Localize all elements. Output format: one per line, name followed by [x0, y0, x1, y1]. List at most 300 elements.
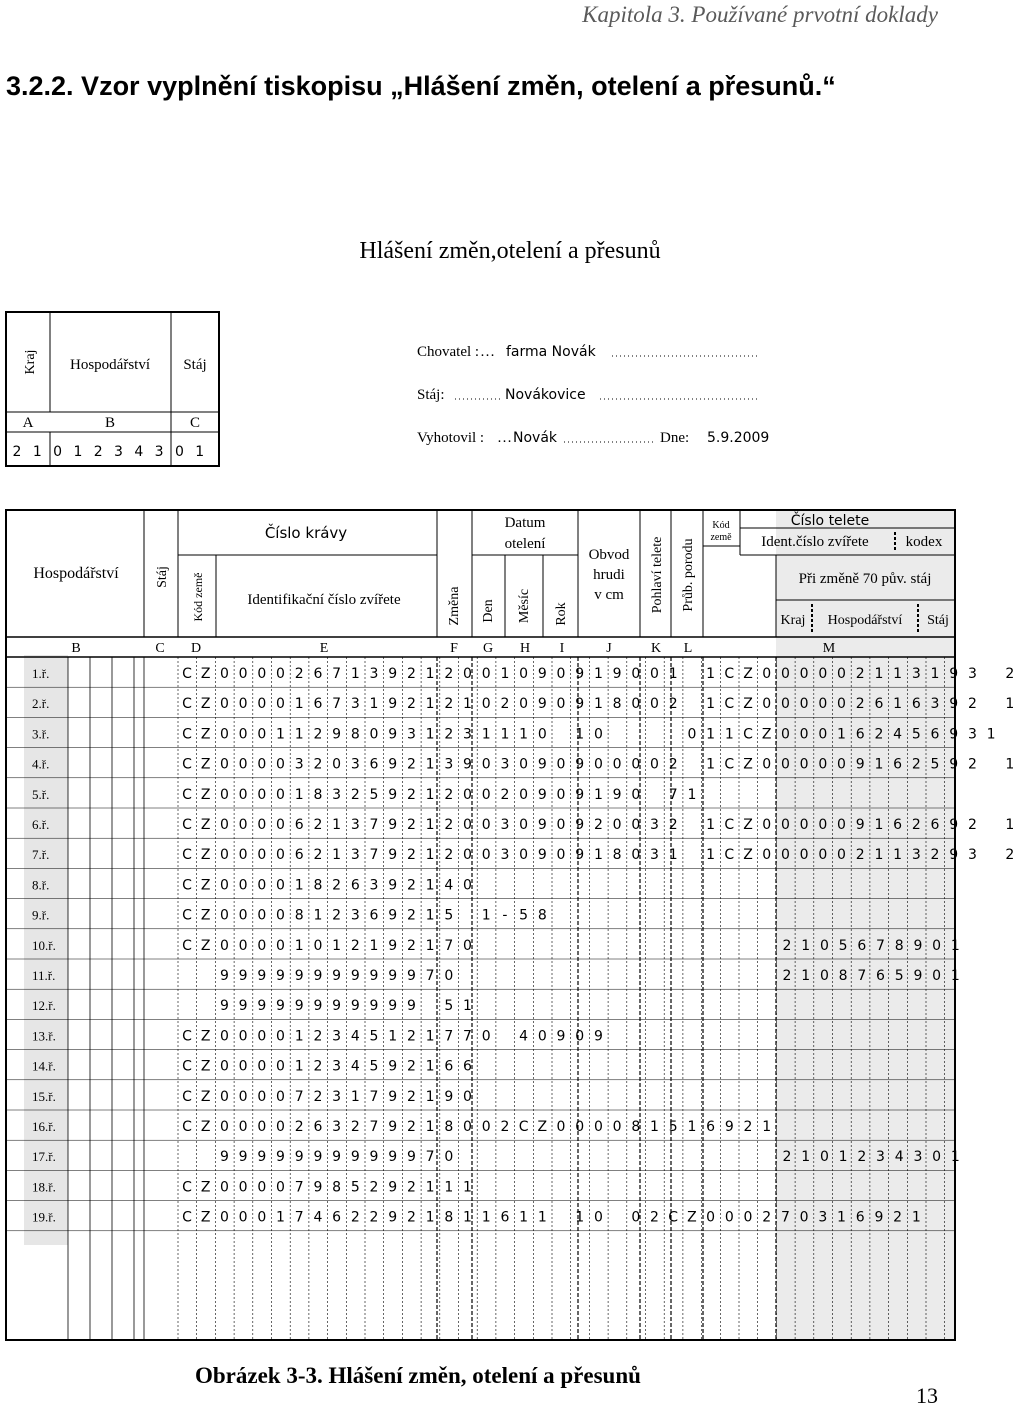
- table-row: [32, 1179, 472, 1195]
- cell-char: Z: [537, 1119, 548, 1135]
- cell-char: 5: [668, 1119, 678, 1135]
- cell-char: 9: [537, 817, 547, 833]
- cell-char: 6: [874, 696, 884, 713]
- cell-char: 0: [819, 1149, 829, 1166]
- cell-char: 9: [949, 756, 959, 773]
- cell-char: 0: [276, 907, 285, 924]
- cell-char: 0: [650, 666, 659, 682]
- cell-char: 1: [463, 1209, 472, 1226]
- cell-char: 0: [276, 1088, 285, 1105]
- cell-char: 3: [967, 666, 977, 682]
- cell-char: 5: [911, 726, 921, 743]
- hdr-staj: Stáj: [155, 566, 170, 588]
- cell-char: 3: [650, 817, 659, 833]
- top-box-digits: [13, 444, 205, 460]
- cell-char: 9: [575, 756, 585, 773]
- hdr-kod-zeme-2b: země: [710, 532, 732, 543]
- cell-char: 2: [857, 1149, 867, 1166]
- cell-char: 0: [799, 726, 809, 743]
- cell-char: Z: [200, 1058, 211, 1075]
- cell-char: 3: [369, 666, 379, 682]
- cell-char: 0: [612, 756, 622, 773]
- cell-char: 6: [855, 726, 865, 743]
- cell-char: 5: [350, 1179, 360, 1196]
- cell-char: 2: [593, 817, 603, 833]
- cell-char: 1: [425, 817, 435, 833]
- cell-char: 9: [855, 756, 865, 773]
- cell-char: 0: [818, 696, 828, 713]
- cell-char: 0: [463, 666, 472, 682]
- cell-char: 0: [276, 756, 285, 773]
- cell-char: C: [182, 907, 192, 924]
- cell-char: 1: [276, 1209, 285, 1226]
- cell-char: 0: [219, 817, 229, 833]
- cell-char: 0: [799, 847, 809, 864]
- top-digit: 1: [73, 444, 83, 460]
- cell-char: 1: [425, 937, 435, 954]
- row-label: 15.ř.: [32, 1088, 56, 1104]
- hdr-datum-2: otelení: [504, 536, 546, 552]
- cell-char: 9: [575, 666, 585, 682]
- cell-char: 5: [369, 786, 379, 803]
- cell-char: 9: [537, 666, 547, 682]
- cell-char: 0: [780, 756, 790, 773]
- cell-char: 6: [876, 968, 885, 984]
- chapter-header: Kapitola 3. Používané prvotní doklady: [582, 2, 938, 27]
- cell-char: 0: [631, 666, 641, 682]
- cell-char: C: [182, 847, 192, 864]
- cell-char: 1: [425, 877, 435, 894]
- row-label: 7.ř.: [32, 847, 50, 863]
- cell-char: 2: [444, 726, 454, 743]
- cell-char: 1: [425, 1119, 435, 1135]
- cell-char: 0: [612, 1119, 622, 1135]
- row-label: 6.ř.: [32, 817, 50, 832]
- cell-char: 1: [481, 907, 491, 924]
- cell-char: 0: [612, 817, 622, 833]
- row-label: 14.ř.: [32, 1058, 56, 1074]
- cell-char: 9: [219, 968, 229, 984]
- cell-char: 5: [369, 1058, 379, 1075]
- column-letter: M: [822, 641, 836, 656]
- cell-char: 0: [537, 726, 547, 743]
- cell-char: 1: [801, 968, 811, 984]
- top-digit: 4: [134, 444, 144, 460]
- row-label: 19.ř.: [32, 1209, 56, 1225]
- cell-char: 0: [556, 696, 566, 713]
- cell-char: 1: [463, 998, 472, 1015]
- cell-char: 9: [537, 696, 547, 713]
- cell-char: 2: [406, 1058, 416, 1075]
- cell-char: 0: [219, 1088, 229, 1105]
- cell-char: 0: [556, 756, 566, 773]
- cell-char: 2: [1005, 847, 1015, 864]
- cell-char: 2: [350, 1209, 360, 1226]
- cell-char: 1: [425, 1058, 435, 1075]
- cell-char: 3: [463, 726, 472, 743]
- cell-char: 2: [350, 786, 360, 803]
- cell-char: 0: [780, 696, 790, 713]
- hdr-datum-1: Datum: [504, 515, 546, 531]
- cell-char: 0: [932, 968, 942, 984]
- cell-char: 2: [332, 877, 342, 894]
- cell-char: 0: [575, 1028, 585, 1045]
- hdr-pohlavi: Pohlaví telete: [650, 536, 665, 614]
- cell-char: 0: [687, 726, 697, 743]
- cell-char: 6: [463, 1058, 472, 1075]
- kraj-label: Kraj: [23, 349, 38, 375]
- cell-char: 5: [444, 907, 454, 924]
- cell-char: 9: [294, 998, 304, 1015]
- cell-char: 1: [706, 756, 716, 773]
- cell-char: 9: [612, 786, 622, 803]
- cell-char: 3: [500, 817, 510, 833]
- cell-char: 3: [350, 847, 360, 864]
- chovatel-value: farma Novák: [506, 344, 596, 360]
- dne-label: Dne:: [660, 430, 690, 446]
- cell-char: 2: [406, 1088, 416, 1105]
- cell-char: 0: [837, 696, 846, 713]
- cell-char: 0: [444, 1149, 454, 1166]
- hdr-kod-zeme-2a: Kód: [712, 520, 730, 531]
- cell-char: 2: [500, 696, 510, 713]
- cell-char: 6: [294, 847, 304, 864]
- cell-char: 3: [818, 1209, 828, 1226]
- cell-char: 0: [780, 666, 790, 682]
- top-digit: 1: [32, 444, 42, 460]
- cell-char: 0: [762, 847, 772, 864]
- cell-char: Z: [200, 1088, 211, 1105]
- cell-char: 9: [388, 1058, 398, 1075]
- cell-char: 1: [837, 726, 846, 743]
- cell-char: 6: [332, 1209, 342, 1226]
- table-row: [32, 1028, 603, 1044]
- cell-char: 0: [238, 1179, 248, 1196]
- cell-char: 9: [949, 696, 959, 713]
- cell-char: 9: [556, 1028, 566, 1045]
- cell-char: 9: [444, 1088, 454, 1105]
- table-row: [32, 998, 472, 1014]
- cell-char: 6: [369, 756, 379, 773]
- cell-char: Z: [743, 696, 753, 713]
- cell-char: 9: [406, 1149, 416, 1166]
- cell-char: 1: [332, 937, 342, 954]
- cell-char: 0: [276, 786, 285, 803]
- cell-char: Z: [200, 1119, 211, 1135]
- cell-char: 0: [219, 756, 229, 773]
- cell-char: 6: [930, 817, 940, 833]
- cell-char: 3: [913, 1149, 923, 1166]
- hdr-cislo-telete: Číslo telete: [790, 513, 870, 529]
- column-letter: L: [683, 641, 693, 656]
- cell-char: 2: [668, 696, 678, 713]
- cell-char: 8: [894, 937, 904, 954]
- cell-char: 2: [294, 1119, 304, 1135]
- cell-char: 2: [668, 756, 678, 773]
- cell-char: 3: [967, 726, 977, 743]
- staj-label: Stáj: [183, 357, 207, 373]
- cell-char: C: [182, 937, 192, 954]
- cell-char: 5: [930, 756, 940, 773]
- svg-text:…: …: [480, 344, 495, 360]
- cell-char: 1: [425, 907, 435, 924]
- cell-char: 0: [276, 1119, 285, 1135]
- cell-char: 0: [724, 1209, 734, 1226]
- cell-char: C: [182, 756, 192, 773]
- cell-char: 1: [706, 696, 716, 713]
- cell-char: 2: [406, 786, 416, 803]
- cell-char: 1: [650, 1119, 659, 1135]
- cell-char: 1: [294, 786, 304, 803]
- cell-char: 9: [388, 786, 398, 803]
- cell-char: 3: [406, 726, 416, 743]
- cell-char: 7: [876, 937, 885, 954]
- cell-char: C: [182, 877, 192, 894]
- cell-char: 0: [463, 877, 472, 894]
- hdr-hospodarstvi: Hospodářství: [33, 565, 119, 582]
- cell-char: 1: [874, 666, 884, 682]
- cell-char: 7: [294, 1088, 304, 1105]
- cell-char: 1: [668, 847, 678, 864]
- cell-char: 9: [388, 666, 398, 682]
- cell-char: 1: [575, 726, 585, 743]
- cell-char: 6: [857, 937, 867, 954]
- cell-char: 4: [313, 1209, 323, 1226]
- table-row: [32, 787, 696, 803]
- cell-char: Z: [200, 726, 211, 743]
- cell-char: 0: [219, 786, 229, 803]
- cell-char: 9: [388, 756, 398, 773]
- cell-char: 0: [799, 756, 809, 773]
- cell-char: 1: [294, 726, 304, 743]
- cell-char: 7: [425, 1149, 435, 1166]
- table-row: [32, 1149, 453, 1165]
- col-b-label: B: [104, 415, 116, 431]
- cell-char: 2: [967, 696, 977, 713]
- cell-char: 9: [406, 968, 416, 984]
- cell-char: 0: [631, 817, 641, 833]
- cell-char: 2: [313, 847, 323, 864]
- cell-char: -: [502, 907, 508, 924]
- top-digit: 1: [195, 444, 205, 460]
- cell-char: C: [182, 1058, 192, 1075]
- cell-char: 0: [481, 756, 491, 773]
- cell-char: 0: [463, 847, 472, 864]
- cell-char: 1: [874, 847, 884, 864]
- cell-char: 1: [874, 756, 884, 773]
- cell-char: 2: [782, 1149, 792, 1166]
- row-label: 13.ř.: [32, 1028, 56, 1044]
- cell-char: 9: [388, 1088, 398, 1105]
- cell-char: Z: [200, 1179, 211, 1196]
- column-letter: E: [319, 641, 329, 656]
- cell-char: 1: [706, 666, 716, 682]
- cell-char: 9: [238, 998, 248, 1015]
- cell-char: 3: [332, 786, 342, 803]
- cell-char: 1: [706, 847, 716, 864]
- cell-char: 3: [332, 1088, 342, 1105]
- cell-char: 6: [369, 907, 379, 924]
- cell-char: 2: [444, 847, 454, 864]
- cell-char: 9: [313, 1149, 323, 1166]
- cell-char: 1: [425, 1209, 435, 1226]
- cell-char: 2: [313, 817, 323, 833]
- column-letter: I: [559, 641, 565, 656]
- cell-char: 7: [463, 1028, 472, 1045]
- cell-char: 1: [425, 1179, 435, 1196]
- hdr-kodex: kodex: [905, 534, 943, 550]
- row-label: 8.ř.: [32, 877, 50, 893]
- cell-char: C: [518, 1119, 529, 1135]
- cell-char: 2: [500, 1119, 510, 1135]
- cell-char: 0: [631, 786, 641, 803]
- cell-char: 0: [257, 786, 267, 803]
- cell-char: 0: [481, 666, 491, 682]
- cell-char: 9: [332, 998, 342, 1015]
- column-letter: K: [650, 641, 662, 656]
- cell-char: 0: [818, 847, 828, 864]
- cell-char: 1: [425, 847, 435, 864]
- row-label: 2.ř.: [32, 696, 50, 712]
- cell-char: 9: [276, 998, 285, 1015]
- cell-char: 0: [799, 1209, 809, 1226]
- cell-char: Z: [200, 817, 211, 833]
- cell-char: 2: [967, 817, 977, 833]
- cell-char: 0: [238, 786, 248, 803]
- cell-char: 0: [481, 696, 491, 713]
- cell-char: 2: [743, 1119, 753, 1135]
- cell-char: 4: [350, 1028, 360, 1045]
- cell-char: 0: [276, 1179, 285, 1196]
- cell-char: 0: [257, 1058, 267, 1075]
- cell-char: C: [668, 1209, 679, 1226]
- cell-char: 7: [369, 817, 379, 833]
- cell-char: 0: [519, 756, 529, 773]
- column-letters: [71, 641, 835, 656]
- cell-char: 2: [406, 1179, 416, 1196]
- cell-char: 9: [350, 998, 360, 1015]
- cell-char: 6: [893, 817, 903, 833]
- cell-char: 0: [219, 877, 229, 894]
- cell-char: 2: [313, 726, 323, 743]
- cell-char: 2: [313, 756, 323, 773]
- cell-char: 7: [294, 1209, 304, 1226]
- cell-char: 1: [519, 1209, 529, 1226]
- cell-char: 9: [913, 968, 923, 984]
- cell-char: 0: [238, 847, 248, 864]
- cell-char: 1: [706, 817, 716, 833]
- cell-char: 0: [238, 1058, 248, 1075]
- cell-char: 0: [219, 937, 229, 954]
- cell-char: 9: [294, 1149, 304, 1166]
- svg-text:…: …: [497, 430, 512, 446]
- hdr-prub: Průb. porodu: [681, 538, 696, 612]
- table-row: [32, 938, 472, 954]
- hdr-kraj2: Kraj: [780, 613, 806, 628]
- cell-char: 0: [837, 756, 846, 773]
- cell-char: 0: [593, 1209, 603, 1226]
- table-row: [32, 908, 547, 924]
- cell-char: 6: [313, 1119, 323, 1135]
- cell-char: 0: [631, 1209, 641, 1226]
- cell-char: 6: [706, 1119, 716, 1135]
- figure-caption: Obrázek 3-3. Hlášení změn, otelení a přesunů: [195, 1363, 641, 1388]
- col-c-label: C: [189, 415, 201, 431]
- cell-char: 2: [332, 907, 342, 924]
- cell-char: 2: [1005, 666, 1015, 682]
- cell-char: 0: [219, 1058, 229, 1075]
- cell-char: 0: [257, 726, 267, 743]
- cell-char: 9: [874, 1209, 884, 1226]
- cell-char: 0: [313, 937, 323, 954]
- cell-char: 0: [780, 847, 790, 864]
- cell-char: Z: [200, 1209, 211, 1226]
- cell-char: 2: [911, 817, 921, 833]
- cell-char: 9: [388, 1179, 398, 1196]
- cell-char: 0: [818, 817, 828, 833]
- cell-char: 8: [313, 877, 323, 894]
- cell-char: 2: [855, 847, 865, 864]
- cell-char: 6: [930, 726, 940, 743]
- cell-char: 1: [537, 1209, 547, 1226]
- cell-char: 9: [575, 786, 585, 803]
- row-label: 3.ř.: [32, 726, 50, 742]
- hdr-mesic: Měsíc: [517, 588, 532, 624]
- cell-char: 0: [593, 756, 603, 773]
- cell-char: 1: [837, 1209, 846, 1226]
- cell-char: 0: [276, 696, 285, 713]
- cell-char: 0: [780, 817, 790, 833]
- cell-char: 3: [350, 696, 360, 713]
- dne-value: 5.9.2009: [707, 430, 770, 446]
- form-title: Hlášení změn,otelení a přesunů: [359, 238, 661, 264]
- cell-char: 1: [481, 726, 491, 743]
- cell-char: 2: [967, 756, 977, 773]
- cell-char: 8: [537, 907, 547, 924]
- cell-char: 1: [463, 696, 472, 713]
- cell-char: 3: [500, 756, 510, 773]
- cell-char: 0: [799, 696, 809, 713]
- cell-char: 3: [294, 756, 304, 773]
- hospodarstvi-label: Hospodářství: [70, 357, 150, 373]
- cell-char: 1: [593, 666, 603, 682]
- cell-char: 0: [932, 1149, 942, 1166]
- cell-char: 2: [406, 1028, 416, 1045]
- top-box: [6, 312, 219, 466]
- cell-char: 1: [294, 1058, 304, 1075]
- cell-char: 1: [893, 696, 903, 713]
- cell-char: 8: [350, 726, 360, 743]
- cell-char: C: [724, 756, 735, 773]
- cell-char: 9: [593, 1028, 603, 1045]
- cell-char: 1: [893, 847, 903, 864]
- cell-char: C: [724, 696, 735, 713]
- column-letter: F: [450, 641, 458, 656]
- column-letter: J: [606, 641, 612, 656]
- cell-char: 1: [1005, 756, 1015, 773]
- cell-char: 2: [444, 696, 454, 713]
- cell-char: 0: [238, 937, 248, 954]
- cell-char: 8: [631, 1119, 641, 1135]
- cell-char: 0: [650, 696, 659, 713]
- cell-char: C: [182, 666, 192, 682]
- cell-char: Z: [200, 937, 211, 954]
- cell-char: 0: [257, 1119, 267, 1135]
- cell-char: 9: [388, 1119, 398, 1135]
- column-letter: G: [482, 641, 494, 656]
- cell-char: Z: [200, 756, 211, 773]
- cell-char: 6: [313, 666, 323, 682]
